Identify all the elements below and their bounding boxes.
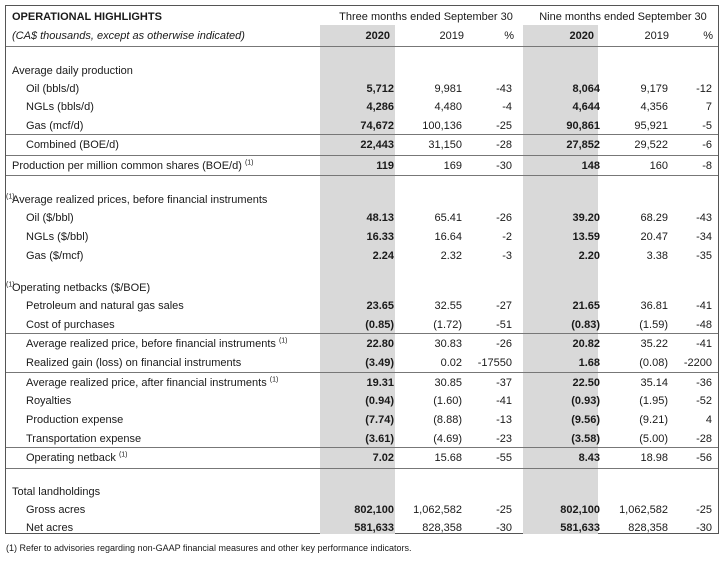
row-rule — [6, 134, 718, 135]
cell-value: -41 — [696, 300, 712, 312]
header-rule — [6, 46, 718, 47]
row-label: Petroleum and natural gas sales — [26, 300, 184, 312]
col-header-pct-nine: % — [703, 30, 713, 42]
row-label-wrap — [26, 392, 71, 410]
cell-value: -30 — [496, 522, 512, 534]
cell-value: -8 — [702, 160, 712, 172]
cell-value: 7 — [705, 101, 712, 113]
cell-value: 22.80 — [366, 338, 394, 350]
cell-value: 30.85 — [434, 377, 462, 389]
table-row — [6, 157, 718, 175]
cell-value: 32.55 — [434, 300, 462, 312]
section-title-label: Operating netbacks ($/BOE) — [12, 282, 151, 294]
cell-value: -41 — [696, 338, 712, 350]
table-row — [6, 209, 718, 227]
cell-value: 20.82 — [572, 338, 600, 350]
cell-value: -2200 — [683, 357, 712, 369]
cell-value: 36.81 — [640, 300, 668, 312]
row-label-wrap — [26, 501, 85, 519]
cell-value: (3.61) — [365, 433, 394, 445]
cell-value: 22.50 — [572, 377, 600, 389]
cell-value: -55 — [496, 452, 512, 464]
cell-value: 5,712 — [366, 83, 394, 95]
row-label: NGLs (bbls/d) — [26, 101, 94, 113]
cell-value: 3.38 — [646, 250, 668, 262]
cell-value: 4 — [705, 414, 712, 426]
cell-value: 1,062,582 — [619, 504, 668, 516]
cell-value: -27 — [496, 300, 512, 312]
row-label-wrap — [26, 209, 74, 227]
col-header-pct-three: % — [504, 30, 514, 42]
row-label: Net acres — [26, 522, 74, 534]
footnote-ref: (1) — [269, 376, 279, 384]
cell-value: -30 — [696, 522, 712, 534]
cell-value: (4.69) — [433, 433, 462, 445]
cell-value: 16.64 — [434, 231, 462, 243]
cell-value: 29,522 — [634, 139, 668, 151]
row-label: NGLs ($/bbl) — [26, 231, 89, 243]
table-row — [6, 411, 718, 429]
row-label-wrap — [26, 98, 94, 116]
row-label-wrap — [26, 519, 73, 537]
cell-value: -4 — [502, 101, 512, 113]
row-label-wrap — [26, 374, 278, 392]
row-rule — [6, 468, 718, 469]
row-label-wrap — [26, 80, 79, 98]
row-rule — [6, 447, 718, 448]
table-row — [6, 297, 718, 315]
cell-value: 2.32 — [440, 250, 462, 262]
section-title-label: Average daily production — [12, 65, 133, 77]
group-header-three-months: Three months ended September 30 — [339, 11, 513, 23]
cell-value: -12 — [696, 83, 712, 95]
table-row — [6, 335, 718, 353]
cell-value: -48 — [696, 319, 712, 331]
row-label-wrap — [26, 228, 88, 246]
cell-value: (1.72) — [433, 319, 462, 331]
cell-value: (0.94) — [365, 395, 394, 407]
table-row — [6, 501, 718, 519]
table-row — [6, 374, 718, 392]
cell-value: -23 — [496, 433, 512, 445]
cell-value: 48.13 — [366, 212, 394, 224]
cell-value: 802,100 — [354, 504, 394, 516]
footnote-ref: (1) — [244, 159, 254, 167]
row-label: Gas ($/mcf) — [26, 250, 84, 262]
cell-value: 119 — [376, 160, 394, 172]
table-row — [6, 98, 718, 116]
row-label: Gross acres — [26, 504, 86, 516]
cell-value: -52 — [696, 395, 712, 407]
cell-value: -2 — [502, 231, 512, 243]
footnote-ref: (1) — [6, 193, 15, 201]
cell-value: (7.74) — [365, 414, 394, 426]
cell-value: 9,981 — [434, 83, 462, 95]
cell-value: -25 — [696, 504, 712, 516]
cell-value: 581,633 — [560, 522, 600, 534]
row-label-wrap — [12, 157, 254, 175]
cell-value: 148 — [581, 160, 600, 172]
section-title-label: Average realized prices, before financial instruments — [12, 194, 268, 206]
cell-value: -56 — [696, 452, 712, 464]
cell-value: 1,062,582 — [413, 504, 462, 516]
row-label-wrap — [26, 247, 83, 265]
table-subtitle: (CA$ thousands, except as otherwise indicated) — [12, 30, 245, 42]
cell-value: -51 — [496, 319, 512, 331]
cell-value: 4,644 — [572, 101, 600, 113]
cell-value: 4,286 — [366, 101, 394, 113]
section-title — [6, 62, 718, 80]
table-row — [6, 80, 718, 98]
cell-value: (3.58) — [571, 433, 600, 445]
cell-value: (1.59) — [639, 319, 668, 331]
cell-value: 1.68 — [578, 357, 600, 369]
cell-value: (5.00) — [639, 433, 668, 445]
table-row — [6, 136, 718, 154]
table-row — [6, 247, 718, 265]
row-label-wrap — [26, 430, 141, 448]
row-label-wrap — [26, 136, 119, 154]
cell-value: 4,480 — [434, 101, 462, 113]
cell-value: 20.47 — [640, 231, 668, 243]
cell-value: -13 — [496, 414, 512, 426]
cell-value: (1.95) — [639, 395, 668, 407]
section-title — [6, 191, 718, 209]
cell-value: 15.68 — [434, 452, 462, 464]
cell-value: (0.08) — [639, 357, 668, 369]
row-label: Gas (mcf/d) — [26, 120, 84, 132]
table-row — [6, 316, 718, 334]
row-label: Realized gain (loss) on financial instruments — [26, 357, 242, 369]
cell-value: -35 — [696, 250, 712, 262]
cell-value: -37 — [496, 377, 512, 389]
table-row — [6, 430, 718, 448]
row-label: Production expense — [26, 414, 124, 426]
cell-value: (0.85) — [365, 319, 394, 331]
section-title — [6, 279, 718, 297]
cell-value: 65.41 — [434, 212, 462, 224]
group-header-nine-months: Nine months ended September 30 — [539, 11, 707, 23]
cell-value: 4,356 — [640, 101, 668, 113]
table-row — [6, 228, 718, 246]
footnote: (1) Refer to advisories regarding non-GAAP financial measures and other key performance indicators. — [6, 543, 412, 553]
cell-value: 581,633 — [354, 522, 394, 534]
table-title: OPERATIONAL HIGHLIGHTS — [12, 11, 162, 23]
cell-value: (0.83) — [571, 319, 600, 331]
cell-value: (0.93) — [571, 395, 600, 407]
row-rule — [6, 175, 718, 176]
cell-value: 2.24 — [372, 250, 394, 262]
row-label-wrap — [26, 449, 128, 467]
cell-value: 68.29 — [640, 212, 668, 224]
footnote-ref: (1) — [278, 337, 288, 345]
cell-value: 169 — [443, 160, 462, 172]
cell-value: -30 — [496, 160, 512, 172]
cell-value: -34 — [696, 231, 712, 243]
row-label-wrap — [26, 354, 241, 372]
row-label-wrap — [26, 411, 123, 429]
row-label: Oil ($/bbl) — [26, 212, 74, 224]
col-header-2019-nine: 2019 — [644, 30, 669, 42]
cell-value: (9.56) — [571, 414, 600, 426]
cell-value: -25 — [496, 504, 512, 516]
cell-value: 18.98 — [640, 452, 668, 464]
row-rule — [6, 333, 718, 334]
cell-value: -26 — [496, 212, 512, 224]
cell-value: -25 — [496, 120, 512, 132]
cell-value: -26 — [496, 338, 512, 350]
cell-value: 2.20 — [578, 250, 600, 262]
cell-value: 828,358 — [422, 522, 462, 534]
col-header-2020-three: 2020 — [365, 30, 390, 42]
cell-value: -36 — [696, 377, 712, 389]
cell-value: 74,672 — [360, 120, 394, 132]
row-rule — [6, 372, 718, 373]
row-label: Production per million common shares (BOE/d) — [12, 160, 242, 172]
cell-value: 90,861 — [566, 120, 600, 132]
cell-value: 23.65 — [366, 300, 394, 312]
row-label-wrap — [26, 297, 184, 315]
row-label: Average realized price, after financial instruments — [26, 377, 267, 389]
cell-value: 13.59 — [572, 231, 600, 243]
cell-value: (3.49) — [365, 357, 394, 369]
cell-value: 7.02 — [372, 452, 394, 464]
table-row — [6, 354, 718, 372]
row-label: Operating netback — [26, 452, 116, 464]
cell-value: -28 — [696, 433, 712, 445]
table-row — [6, 392, 718, 410]
cell-value: 39.20 — [572, 212, 600, 224]
cell-value: 35.14 — [640, 377, 668, 389]
cell-value: 802,100 — [560, 504, 600, 516]
row-label: Transportation expense — [26, 433, 142, 445]
table-row — [6, 117, 718, 135]
cell-value: 22,443 — [360, 139, 394, 151]
row-label-wrap — [26, 316, 115, 334]
row-label: Royalties — [26, 395, 72, 407]
cell-value: 35.22 — [640, 338, 668, 350]
table-row — [6, 449, 718, 467]
cell-value: (8.88) — [433, 414, 462, 426]
cell-value: -6 — [702, 139, 712, 151]
col-header-2020-nine: 2020 — [569, 30, 594, 42]
cell-value: 100,136 — [422, 120, 462, 132]
cell-value: 8,064 — [572, 83, 600, 95]
cell-value: 95,921 — [634, 120, 668, 132]
cell-value: 8.43 — [578, 452, 600, 464]
row-label: Combined (BOE/d) — [26, 139, 119, 151]
section-title — [6, 483, 718, 501]
row-label-wrap — [26, 117, 83, 135]
cell-value: -28 — [496, 139, 512, 151]
row-label: Oil (bbls/d) — [26, 83, 80, 95]
section-title-label: Total landholdings — [12, 486, 101, 498]
cell-value: 160 — [649, 160, 668, 172]
footnote-ref: (1) — [118, 451, 128, 459]
cell-value: -17550 — [477, 357, 512, 369]
cell-value: 30.83 — [434, 338, 462, 350]
cell-value: 828,358 — [628, 522, 668, 534]
row-label: Cost of purchases — [26, 319, 115, 331]
cell-value: 19.31 — [366, 377, 394, 389]
cell-value: 27,852 — [566, 139, 600, 151]
footnote-ref: (1) — [6, 281, 15, 289]
cell-value: -43 — [696, 212, 712, 224]
cell-value: -3 — [502, 250, 512, 262]
cell-value: 21.65 — [572, 300, 600, 312]
cell-value: -43 — [496, 83, 512, 95]
cell-value: 0.02 — [440, 357, 462, 369]
row-label: Average realized price, before financial instruments — [26, 338, 276, 350]
col-header-2019-three: 2019 — [439, 30, 464, 42]
table-row — [6, 519, 718, 537]
cell-value: -41 — [496, 395, 512, 407]
row-label-wrap — [26, 335, 288, 353]
cell-value: (9.21) — [639, 414, 668, 426]
cell-value: 16.33 — [366, 231, 394, 243]
cell-value: -5 — [702, 120, 712, 132]
cell-value: 31,150 — [428, 139, 462, 151]
cell-value: (1.60) — [433, 395, 462, 407]
cell-value: 9,179 — [640, 83, 668, 95]
row-rule — [6, 155, 718, 156]
